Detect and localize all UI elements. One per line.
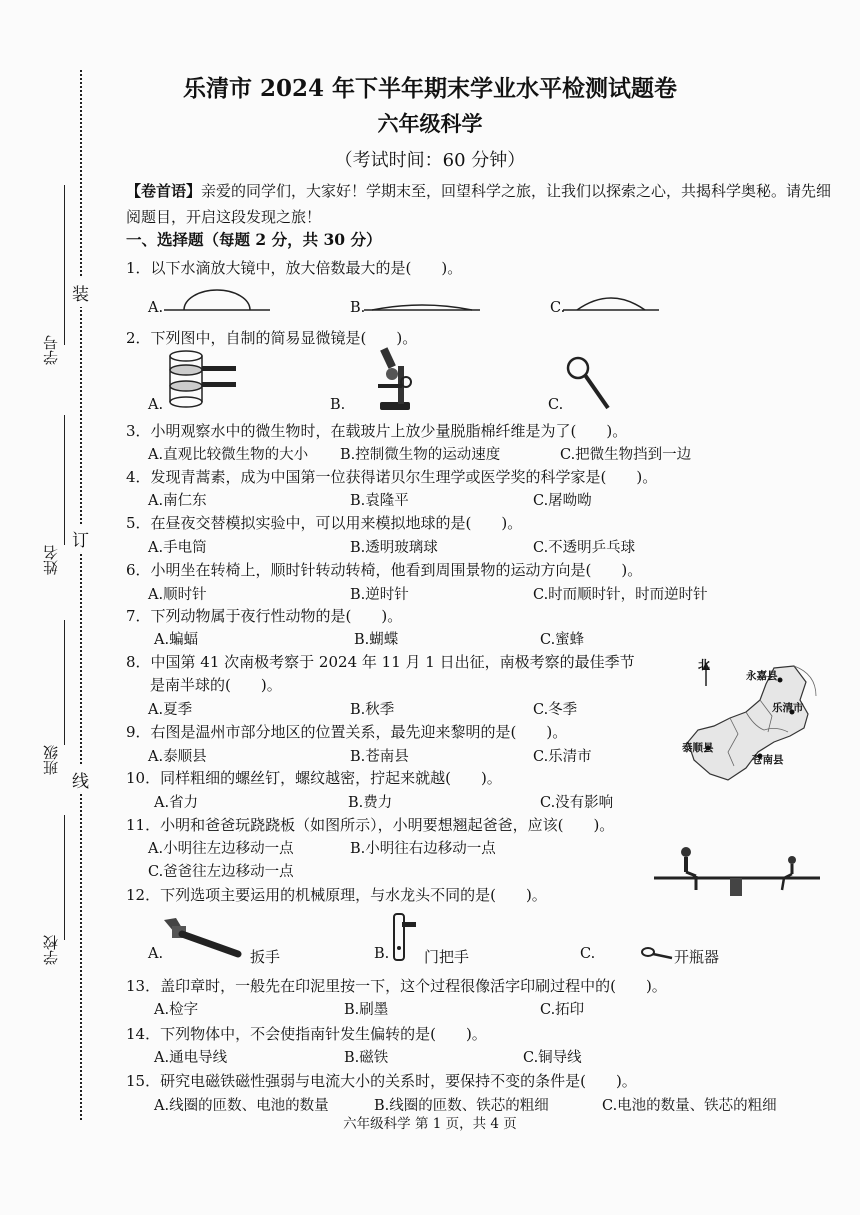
map-label-yongjia: 永嘉县 xyxy=(746,670,778,682)
map-label-yueqing: 乐清市 xyxy=(772,702,804,714)
option-a[interactable]: A.线圈的匝数、电池的数量 xyxy=(154,1098,329,1114)
magnifier-figure xyxy=(566,356,612,412)
page-footer: 六年级科学 第 1 页，共 4 页 xyxy=(343,1116,517,1132)
school-label: 学校 xyxy=(42,935,60,965)
intro-text: 亲爱的同学们，大家好！学期末至，回望科学之旅，让我们以探索之心，共揭科学奥秘。请先细阅题目，开启这段发现之旅！ xyxy=(126,182,832,226)
question-stem: 7．下列动物属于夜行性动物的是( )。 xyxy=(126,607,403,625)
map-label-taishun: 泰顺县 xyxy=(682,742,714,754)
question-stem: 4．发现青蒿素，成为中国第一位获得诺贝尔生理学或医学奖的科学家是( )。 xyxy=(126,468,658,486)
option-b[interactable]: B.袁隆平 xyxy=(350,493,409,509)
option-b[interactable]: B.费力 xyxy=(348,795,393,811)
option-c[interactable]: C.没有影响 xyxy=(540,795,614,811)
exam-time: （考试时间：60 分钟） xyxy=(334,150,526,171)
section-heading: 一、选择题（每题 2 分，共 30 分） xyxy=(126,230,382,249)
water-drop-lens-b-figure xyxy=(364,288,484,314)
option-c[interactable]: C.铜导线 xyxy=(523,1050,582,1066)
question-stem: 2．下列图中，自制的简易显微镜是( )。 xyxy=(126,329,418,347)
option-b[interactable]: B.磁铁 xyxy=(344,1050,389,1066)
option-a[interactable]: A.手电筒 xyxy=(148,540,207,556)
option-a[interactable]: A.蝙蝠 xyxy=(154,632,199,648)
door-handle-figure xyxy=(390,912,420,964)
option-a[interactable]: A.夏季 xyxy=(148,702,193,718)
school-blank[interactable] xyxy=(64,815,65,940)
option-c[interactable]: C.时而顺时针，时而逆时针 xyxy=(533,587,708,603)
option-c[interactable]: C.蜜蜂 xyxy=(540,632,585,648)
question-stem: 9．右图是温州市部分地区的位置关系，最先迎来黎明的是( )。 xyxy=(126,723,568,741)
question-stem: 1．以下水滴放大镜中，放大倍数最大的是( )。 xyxy=(126,259,463,277)
option-b[interactable]: B.透明玻璃球 xyxy=(350,540,438,556)
option-b[interactable]: B. xyxy=(374,946,390,962)
question-stem: 10．同样粗细的螺丝钉，螺纹越密，拧起来就越( )。 xyxy=(126,769,502,787)
option-c[interactable]: C.乐清市 xyxy=(533,749,592,765)
option-a[interactable]: A.泰顺县 xyxy=(148,749,207,765)
question-stem-continued: 是南半球的( )。 xyxy=(150,676,282,694)
option-c[interactable]: C. xyxy=(548,397,564,413)
wrench-figure xyxy=(160,916,244,960)
wrench-caption: 扳手 xyxy=(250,948,281,966)
option-b[interactable]: B.秋季 xyxy=(350,702,395,718)
option-c[interactable]: C.把微生物挡到一边 xyxy=(560,447,692,463)
option-b[interactable]: B.小明往右边移动一点 xyxy=(350,841,496,857)
name-blank[interactable] xyxy=(64,415,65,545)
option-c[interactable]: C.屠呦呦 xyxy=(533,493,592,509)
option-a[interactable]: A.南仁东 xyxy=(148,493,207,509)
option-c[interactable]: C.不透明乒乓球 xyxy=(533,540,636,556)
question-stem: 3．小明观察水中的微生物时，在载玻片上放少量脱脂棉纤维是为了( )。 xyxy=(126,422,628,440)
door-handle-caption: 门把手 xyxy=(424,948,470,966)
bind-mark-zhuang: 装 xyxy=(72,278,89,307)
option-c[interactable]: C.爸爸往左边移动一点 xyxy=(148,864,294,880)
option-a[interactable]: A.小明往左边移动一点 xyxy=(148,841,294,857)
option-c[interactable]: C. xyxy=(550,300,566,316)
option-b[interactable]: B.逆时针 xyxy=(350,587,409,603)
exam-subject: 六年级科学 xyxy=(377,111,483,136)
question-stem: 15．研究电磁铁磁性强弱与电流大小的关系时，要保持不变的条件是( )。 xyxy=(126,1072,637,1090)
option-b[interactable]: B.控制微生物的运动速度 xyxy=(340,447,501,463)
option-c[interactable]: C.电池的数量、铁芯的粗细 xyxy=(602,1098,777,1114)
water-drop-lens-a-figure xyxy=(164,288,274,314)
map-label-cangnan: 苍南县 xyxy=(752,754,784,766)
option-a[interactable]: A. xyxy=(148,397,164,413)
question-stem: 13．盖印章时，一般先在印泥里按一下，这个过程很像活字印刷过程中的( )。 xyxy=(126,977,667,995)
bind-mark-xian: 线 xyxy=(72,765,89,794)
option-a[interactable]: A.直观比较微生物的大小 xyxy=(148,447,309,463)
question-stem: 8．中国第 41 次南极考察于 2024 年 11 月 1 日出征，南极考察的最佳季节 xyxy=(126,653,635,671)
option-b[interactable]: B. xyxy=(330,397,346,413)
option-b[interactable]: B.刷墨 xyxy=(344,1002,389,1018)
option-c[interactable]: C.拓印 xyxy=(540,1002,585,1018)
seesaw-figure xyxy=(652,846,824,900)
question-stem: 11．小明和爸爸玩跷跷板（如图所示），小明要想翘起爸爸，应该( )。 xyxy=(126,816,615,834)
option-b[interactable]: B.线圈的匝数、铁芯的粗细 xyxy=(374,1098,549,1114)
question-stem: 6．小明坐在转椅上，顺时针转动转椅，他看到周围景物的运动方向是( )。 xyxy=(126,561,643,579)
homemade-microscope-figure xyxy=(166,348,238,412)
class-label: 班级 xyxy=(42,745,60,775)
exam-title: 乐清市 2024 年下半年期末学业水平检测试题卷 xyxy=(182,75,678,102)
question-stem: 12．下列选项主要运用的机械原理，与水龙头不同的是( )。 xyxy=(126,886,547,904)
student-id-blank[interactable] xyxy=(64,185,65,345)
student-id-label: 学号 xyxy=(42,335,60,365)
intro-paragraph xyxy=(126,178,832,230)
map-north-label: 北 xyxy=(698,658,711,672)
intro-label: 【卷首语】 xyxy=(126,182,202,200)
question-stem: 14．下列物体中，不会使指南针发生偏转的是( )。 xyxy=(126,1025,487,1043)
water-drop-lens-c-figure xyxy=(563,288,663,314)
option-a[interactable]: A. xyxy=(148,946,164,962)
class-blank[interactable] xyxy=(64,620,65,745)
option-a[interactable]: A.检字 xyxy=(154,1002,199,1018)
binding-line xyxy=(80,70,82,1120)
optical-microscope-figure xyxy=(372,346,418,412)
option-c[interactable]: C.冬季 xyxy=(533,702,578,718)
option-b[interactable]: B.蝴蝶 xyxy=(354,632,399,648)
bottle-opener-figure xyxy=(640,944,674,960)
bind-mark-ding: 订 xyxy=(72,524,89,553)
question-stem: 5．在昼夜交替模拟实验中，可以用来模拟地球的是( )。 xyxy=(126,514,523,532)
option-a[interactable]: A.通电导线 xyxy=(154,1050,228,1066)
option-a[interactable]: A.省力 xyxy=(154,795,199,811)
option-c[interactable]: C. xyxy=(580,946,596,962)
option-b[interactable]: B. xyxy=(350,300,366,316)
option-b[interactable]: B.苍南县 xyxy=(350,749,409,765)
option-a[interactable]: A.顺时针 xyxy=(148,587,207,603)
option-a[interactable]: A. xyxy=(148,300,164,316)
name-label: 姓名 xyxy=(42,545,60,575)
bottle-opener-caption: 开瓶器 xyxy=(674,948,720,966)
